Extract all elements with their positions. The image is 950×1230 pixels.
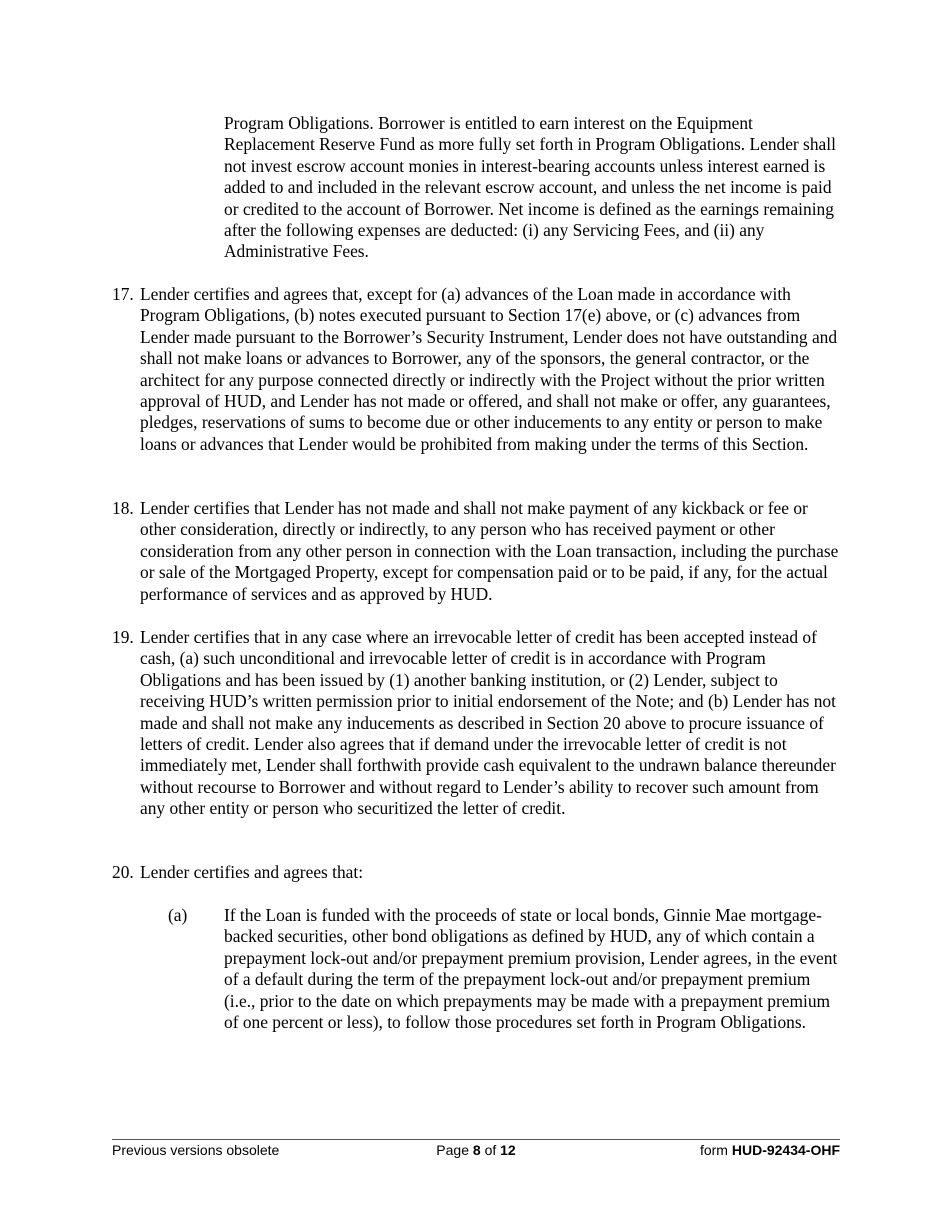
page-total: 12 <box>500 1142 516 1158</box>
form-prefix: form <box>699 1142 728 1158</box>
list-item-18 <box>112 498 842 605</box>
list-item-19 <box>112 627 842 820</box>
item-text: Lender certifies and agrees that: <box>140 862 364 882</box>
list-item-20 <box>112 862 842 883</box>
sub-item-label: (a) <box>168 905 188 925</box>
page-current: 8 <box>472 1142 481 1158</box>
page-footer <box>112 1141 840 1159</box>
page-of: of <box>484 1142 497 1158</box>
item-text: Lender certifies that in any case where an irrevocable letter of credit has been accepted instead of cash, (a) such unconditional and irrevocable letter of credit is in accordance with Program Obligations and has been issued by (1) another banking institution, or (2) Lender, subject to receiving HUD’s written permission prior to initial endorsement of the Note; and (b) Lender has not made and shall not make any inducements as described in Section 20 above to procure issuance of letters of credit. Lender also agrees that if demand under the irrevocable letter of credit is not immediately met, Lender shall forthwith provide cash equivalent to the undrawn balance thereunder without recourse to Borrower and without regard to Lender’s ability to recover such amount from any other entity or person who securitized the letter of credit. <box>140 627 836 819</box>
form-id: HUD-92434-OHF <box>731 1142 840 1158</box>
item-number: 20. <box>112 862 134 882</box>
footer-notice: Previous versions obsolete <box>112 1142 280 1158</box>
item-number: 18. <box>112 498 134 518</box>
sub-item-text: If the Loan is funded with the proceeds of state or local bonds, Ginnie Mae mortgage-backed securities, other bond obligations as defined by HUD, any of which contain a prepayment lock-out and/or prepayment premium provision, Lender agrees, in the event of a default during the term of the prepayment lock-out and/or prepayment premium (i.e., prior to the date on which prepayments may be made with a prepayment premium of one percent or less), to follow those procedures set forth in Program Obligations. <box>224 905 838 1033</box>
item-text: Lender certifies and agrees that, except for (a) advances of the Loan made in accordance with Program Obligations, (b) notes executed pursuant to Section 17(e) above, or (c) advances from Lender made pursuant to the Borrower’s Security Instrument, Lender does not have outstanding and shall not make loans or advances to Borrower, any of the sponsors, the general contractor, or the architect for any purpose connected directly or indirectly with the Project without the prior written approval of HUD, and Lender has not made or offered, and shall not make or offer, any guarantees, pledges, reservations of sums to become due or other inducements to any entity or person to make loans or advances that Lender would be prohibited from making under the terms of this Section. <box>140 284 838 454</box>
item-number: 17. <box>112 284 134 304</box>
list-item-17 <box>112 284 842 455</box>
sub-item-a <box>168 905 842 1033</box>
continued-paragraph: Program Obligations. Borrower is entitled to earn interest on the Equipment Replacement Reserve Fund as more fully set forth in Program Obligations. Lender shall not invest escrow account monies in interest-bearing accounts unless interest earned is added to and included in the relevant escrow account, and unless the net income is paid or credited to the account of Borrower. Net income is defined as the earnings remaining after the following expenses are deducted: (i) any Servicing Fees, and (ii) any Administrative Fees. <box>224 113 836 262</box>
item-number: 19. <box>112 627 134 647</box>
form-number <box>700 1141 840 1159</box>
item-text: Lender certifies that Lender has not made and shall not make payment of any kickback or fee or other consideration, directly or indirectly, to any person who has received payment or other consideration from any other person in connection with the Loan transaction, including the purchase or sale of the Mortgaged Property, except for compensation paid or to be paid, if any, for the actual performance of services and as approved by HUD. <box>140 498 839 604</box>
footer-divider <box>112 1139 840 1140</box>
page-prefix: Page <box>436 1142 469 1158</box>
